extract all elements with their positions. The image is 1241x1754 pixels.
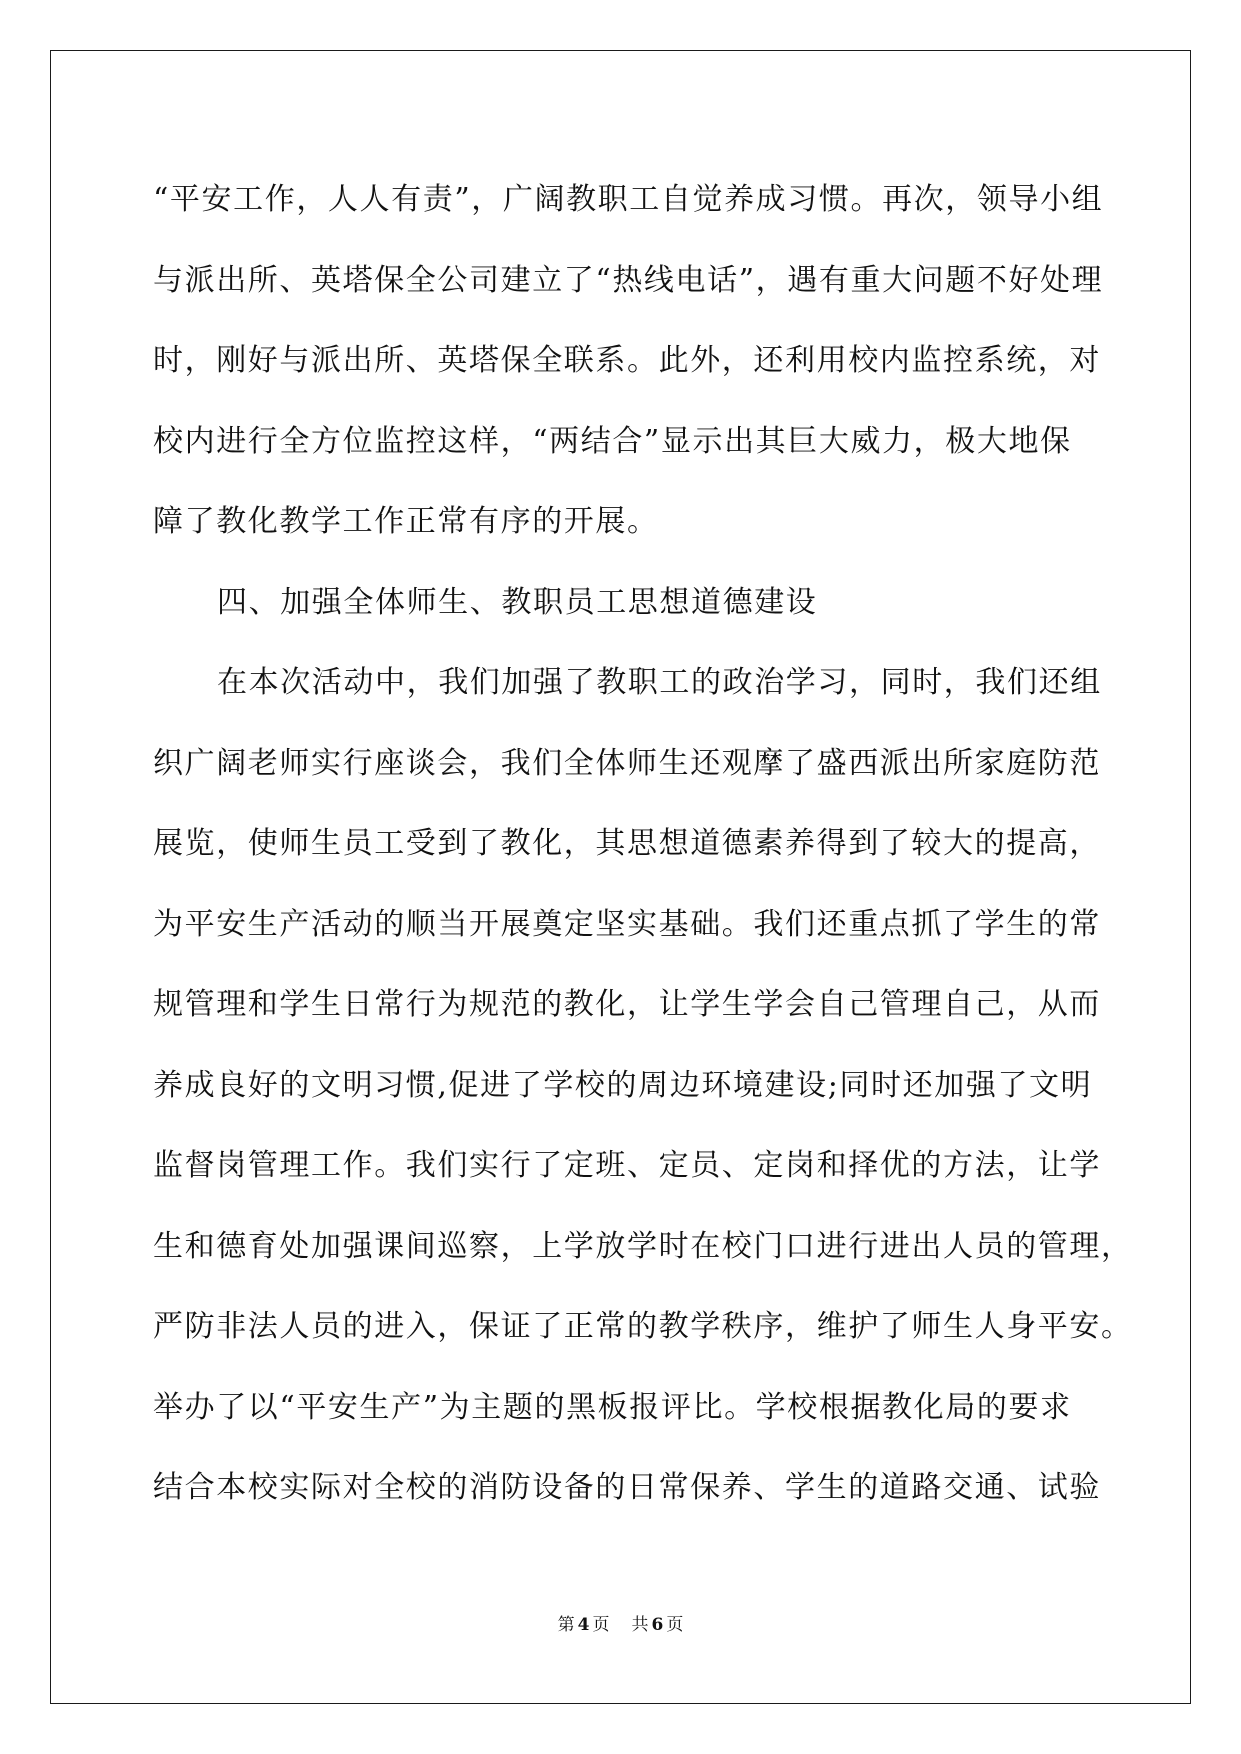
text-line: 与派出所、英塔保全公司建立了“热线电话”，遇有重大问题不好处理 <box>153 262 1104 298</box>
text-line: 障了教化教学工作正常有序的开展。 <box>153 504 659 539</box>
text-line: 严防非法人员的进入，保证了正常的教学秩序，维护了师生人身平安。 <box>153 1309 1133 1344</box>
text-line: 养成良好的文明习惯,促进了学校的周边环境建设;同时还加强了文明 <box>153 1067 1093 1103</box>
section-heading: 四、加强全体师生、教职员工思想道德建设 <box>217 584 818 620</box>
text-line: 织广阔老师实行座谈会，我们全体师生还观摩了盛西派出所家庭防范 <box>153 745 1101 781</box>
page-current: 4 <box>577 1615 590 1635</box>
text-line: 时，刚好与派出所、英塔保全联系。此外，还利用校内监控系统，对 <box>153 343 1101 378</box>
text-line: 展览，使师生员工受到了教化，其思想道德素养得到了较大的提高， <box>153 826 1101 861</box>
total-prefix: 共 <box>631 1615 649 1635</box>
text-line: 结合本校实际对全校的消防设备的日常保养、学生的道路交通、试验 <box>153 1470 1101 1505</box>
total-suffix: 页 <box>666 1615 684 1635</box>
text-line: 规管理和学生日常行为规范的教化，让学生学会自己管理自己，从而 <box>153 987 1101 1022</box>
text-line: 举办了以“平安生产”为主题的黑板报评比。学校根据教化局的要求 <box>153 1389 1072 1425</box>
paragraph-first-line: 在本次活动中，我们加强了教职工的政治学习，同时，我们还组 <box>217 665 1102 700</box>
page-total: 6 <box>651 1615 664 1635</box>
text-line: “平安工作，人人有责”，广阔教职工自觉养成习惯。再次，领导小组 <box>153 182 1104 217</box>
text-line: 为平安生产活动的顺当开展奠定坚实基础。我们还重点抓了学生的常 <box>153 906 1101 942</box>
page-suffix: 页 <box>592 1615 610 1635</box>
text-line: 生和德育处加强课间巡察，上学放学时在校门口进行进出人员的管理， <box>153 1228 1133 1264</box>
text-line: 校内进行全方位监控这样，“两结合”显示出其巨大威力，极大地保 <box>153 423 1072 459</box>
text-line: 监督岗管理工作。我们实行了定班、定员、定岗和择优的方法，让学 <box>153 1148 1101 1183</box>
page-prefix: 第 <box>557 1615 575 1635</box>
page-footer <box>0 1610 1241 1635</box>
document-body <box>153 160 1133 1529</box>
